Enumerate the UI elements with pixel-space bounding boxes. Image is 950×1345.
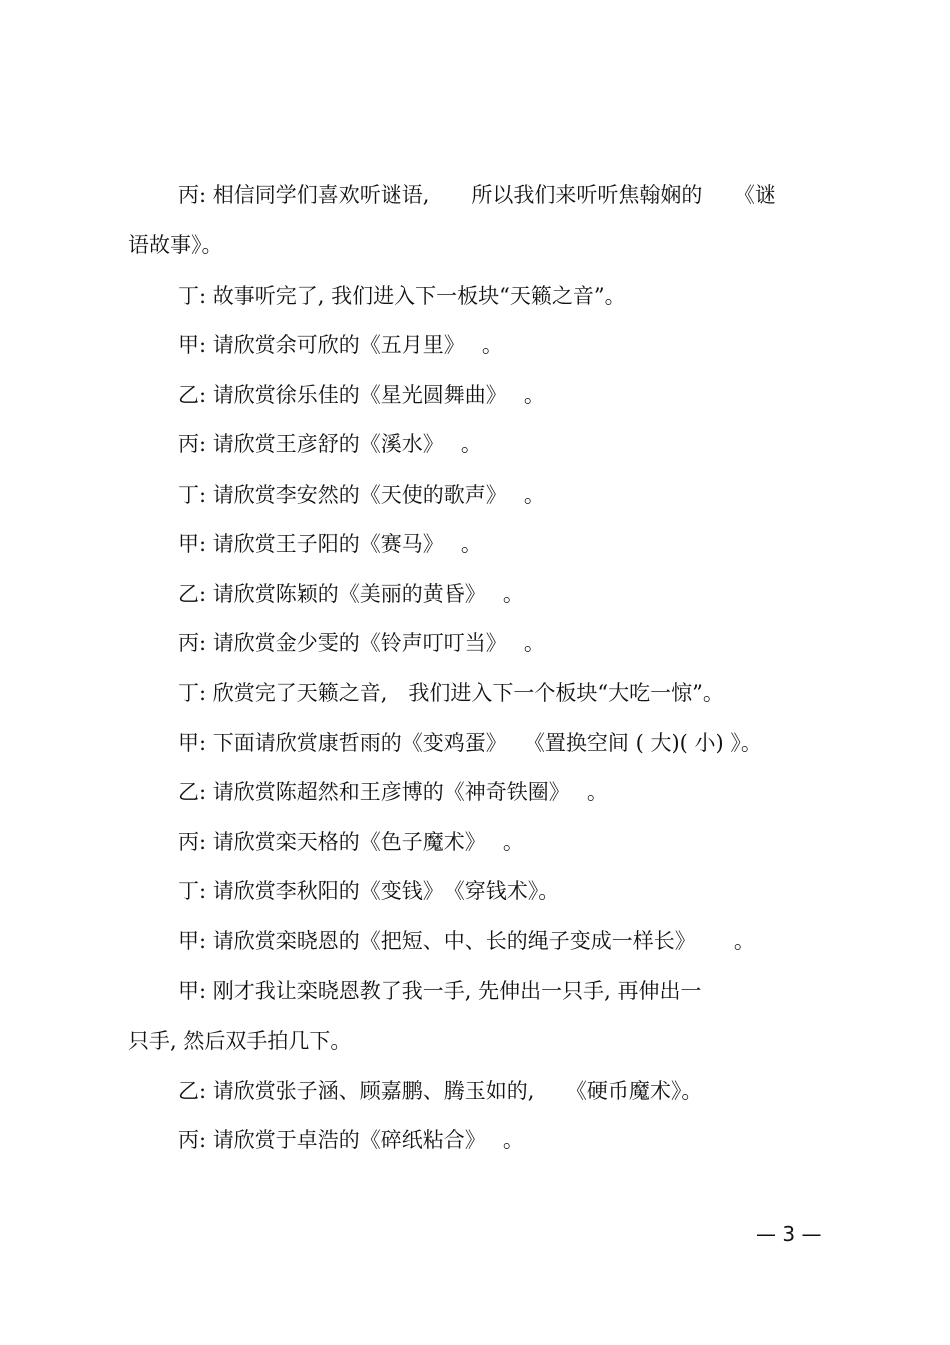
text-line: 甲: 请欣赏栾晓恩的《把短、中、长的绳子变成一样长》 。 <box>178 929 755 953</box>
text-line: 甲: 请欣赏余可欣的《五月里》 。 <box>178 333 503 357</box>
text-line: 丁: 请欣赏李秋阳的《变钱》 《穿钱术》。 <box>178 879 560 903</box>
text-line: 丙: 请欣赏王彦舒的《溪水》 。 <box>178 432 482 456</box>
text-line: 丙: 请欣赏金少雯的《铃声叮叮当》 。 <box>178 631 545 655</box>
text-line: 丙: 相信同学们喜欢听谜语, 所以我们来听听焦翰娴的 《谜 <box>178 183 776 207</box>
page-number: — 3 — <box>756 1222 822 1246</box>
text-line: 丙: 请欣赏栾天格的《色子魔术》 。 <box>178 830 524 854</box>
text-line: 甲: 请欣赏王子阳的《赛马》 。 <box>178 532 482 556</box>
text-line: 甲: 刚才我让栾晓恩教了我一手, 先伸出一只手, 再伸出一 <box>178 979 702 1003</box>
text-line: 只手, 然后双手拍几下。 <box>128 1029 352 1053</box>
text-line: 乙: 请欣赏陈颖的《美丽的黄昏》 。 <box>178 582 524 606</box>
text-line: 丁: 欣赏完了天籁之音, 我们进入下一个板块“大吃一惊”。 <box>178 681 724 705</box>
text-line: 丁: 请欣赏李安然的《天使的歌声》 。 <box>178 483 545 507</box>
text-line: 乙: 请欣赏陈超然和王彦博的《神奇铁圈》 。 <box>178 780 608 804</box>
text-line: 语故事》。 <box>128 233 223 257</box>
text-line: 乙: 请欣赏张子涵、顾嘉鹏、腾玉如的, 《硬币魔术》。 <box>178 1079 703 1103</box>
text-line: 丙: 请欣赏于卓浩的《碎纸粘合》 。 <box>178 1128 524 1152</box>
text-line: 乙: 请欣赏徐乐佳的《星光圆舞曲》 。 <box>178 383 545 407</box>
text-line: 丁: 故事听完了, 我们进入下一板块“天籁之音”。 <box>178 284 626 308</box>
text-line: 甲: 下面请欣赏康哲雨的《变鸡蛋》 《置换空间 ( 大)( 小) 》。 <box>178 731 762 755</box>
